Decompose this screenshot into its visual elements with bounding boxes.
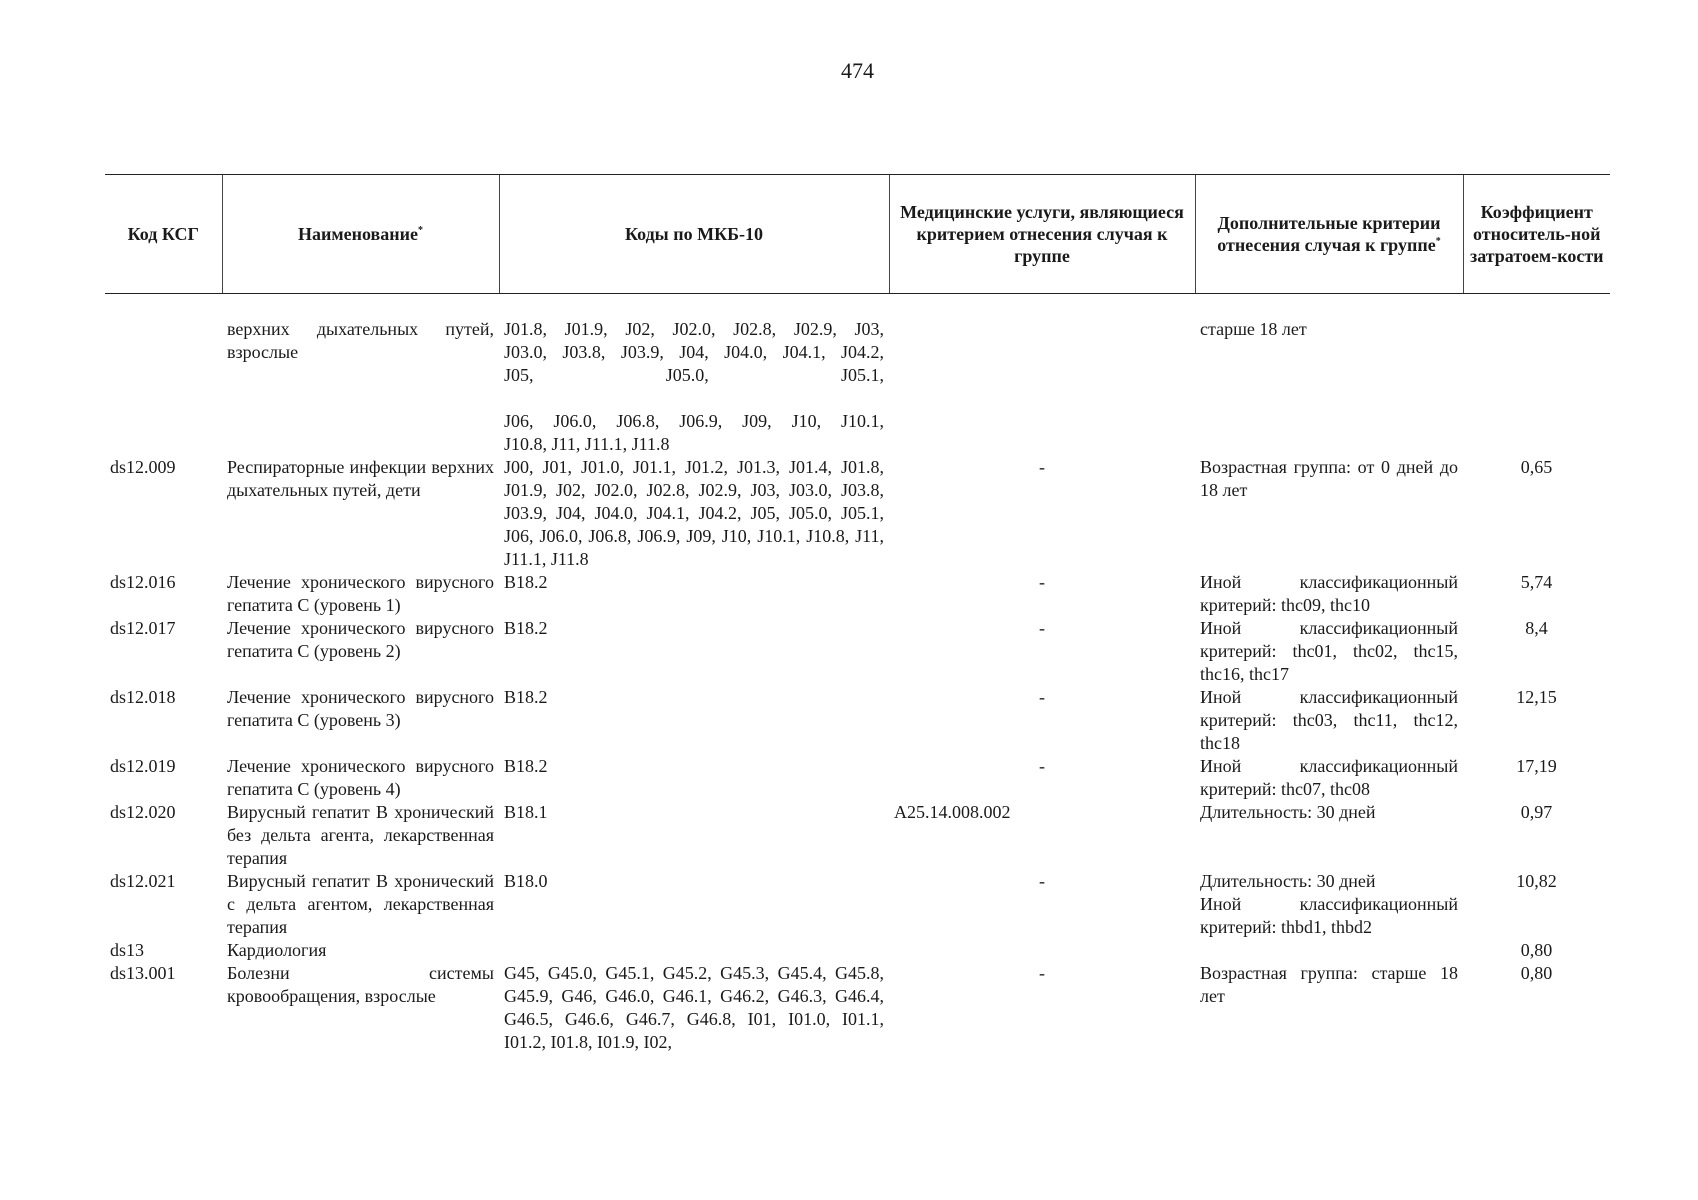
row-services: - bbox=[1039, 963, 1045, 983]
row-icd-codes: B18.1 bbox=[504, 802, 548, 822]
row-icd-codes: B18.2 bbox=[504, 756, 548, 776]
icd-line-blank bbox=[504, 387, 884, 410]
row-coefficient: 8,4 bbox=[1525, 618, 1548, 638]
row-code: ds12.021 bbox=[110, 871, 176, 891]
row-coefficient: 12,15 bbox=[1516, 687, 1557, 707]
table-row bbox=[105, 456, 1610, 571]
row-name: Лечение хронического вирусного гепатита C (уровень 4) bbox=[227, 756, 494, 799]
row-coefficient: 0,80 bbox=[1520, 940, 1553, 960]
row-name: Респираторные инфекции верхних дыхательных путей, дети bbox=[227, 457, 494, 500]
row-code bbox=[105, 294, 222, 457]
row-services: - bbox=[1039, 871, 1045, 891]
table-row bbox=[105, 571, 1610, 617]
row-code: ds13.001 bbox=[110, 963, 176, 983]
row-criteria: Иной классификационный критерий: thc09, thc10 bbox=[1200, 572, 1458, 615]
row-name: Кардиология bbox=[227, 940, 327, 960]
row-services bbox=[889, 939, 1195, 962]
row-criteria bbox=[1195, 939, 1463, 962]
row-services: - bbox=[1039, 457, 1045, 477]
row-services bbox=[889, 294, 1195, 457]
row-services: - bbox=[1039, 618, 1045, 638]
table-row bbox=[105, 617, 1610, 686]
icd-line: J05, J05.0, J05.1, bbox=[504, 365, 884, 385]
row-icd-codes bbox=[499, 294, 889, 457]
row-icd-codes: B18.2 bbox=[504, 687, 548, 707]
row-coefficient: 10,82 bbox=[1516, 871, 1557, 891]
row-criteria: Возрастная группа: старше 18 лет bbox=[1200, 963, 1458, 1006]
row-name: Лечение хронического вирусного гепатита C (уровень 3) bbox=[227, 687, 494, 730]
header-icd-codes: Коды по МКБ-10 bbox=[499, 175, 889, 294]
header-medical-services: Медицинские услуги, являющиеся критерием отнесения случая к группе bbox=[889, 175, 1195, 294]
header-coefficient: Коэффициент относитель-ной затратоем-кости bbox=[1463, 175, 1610, 294]
row-services: - bbox=[1039, 756, 1045, 776]
row-criteria: Возрастная группа: от 0 дней до 18 лет bbox=[1200, 457, 1458, 500]
header-name: Наименование* bbox=[222, 175, 499, 294]
row-name: Болезни системы кровообращения, взрослые bbox=[227, 963, 494, 1006]
row-coefficient: 5,74 bbox=[1520, 572, 1553, 592]
table-row bbox=[105, 755, 1610, 801]
table-row bbox=[105, 294, 1610, 457]
row-code: ds12.016 bbox=[110, 572, 176, 592]
row-criteria: Иной классификационный критерий: thc03, thc11, thc12, thc18 bbox=[1200, 687, 1458, 753]
row-criteria: Иной классификационный критерий: thc07, thc08 bbox=[1200, 756, 1458, 799]
row-code: ds12.019 bbox=[110, 756, 176, 776]
row-name: Лечение хронического вирусного гепатита C (уровень 1) bbox=[227, 572, 494, 615]
ksg-table bbox=[105, 174, 1610, 1054]
header-name-footnote-mark: * bbox=[418, 225, 423, 236]
row-name: Вирусный гепатит B хронический без дельта агента, лекарственная терапия bbox=[227, 802, 494, 868]
table-header bbox=[105, 175, 1610, 294]
row-code: ds12.020 bbox=[110, 802, 176, 822]
header-code: Код КСГ bbox=[105, 175, 222, 294]
table-row bbox=[105, 962, 1610, 1054]
row-icd-codes: B18.2 bbox=[504, 618, 548, 638]
criteria-line: Иной классификационный критерий: thbd1, thbd2 bbox=[1200, 894, 1458, 937]
table-row bbox=[105, 939, 1610, 962]
row-coefficient: 17,19 bbox=[1516, 756, 1557, 776]
row-services: - bbox=[1039, 687, 1045, 707]
row-code: ds12.018 bbox=[110, 687, 176, 707]
row-coefficient: 0,80 bbox=[1520, 963, 1553, 983]
icd-line: J03.0, J03.8, J03.9, J04, J04.0, J04.1, J04.2, bbox=[504, 342, 884, 362]
row-coefficient: 0,65 bbox=[1520, 457, 1553, 477]
row-icd-codes: J00, J01, J01.0, J01.1, J01.2, J01.3, J01.4, J01.8, J01.9, J02, J02.0, J02.8, J02.9, J03, J03.0, J03.8, J03.9, J04, J04.0, J04.1, J04.2, J05, J05.0, J05.1, J06, J06.0, J06.8, J06.9, J09, J10, J10.1, J10.8, J11, J11.1, J11.8 bbox=[504, 457, 884, 569]
icd-line: J10.8, J11, J11.1, J11.8 bbox=[504, 434, 670, 454]
criteria-line: Длительность: 30 дней bbox=[1200, 871, 1376, 891]
table-row bbox=[105, 801, 1610, 870]
row-coefficient: 0,97 bbox=[1520, 802, 1553, 822]
row-name: Лечение хронического вирусного гепатита C (уровень 2) bbox=[227, 618, 494, 661]
header-additional-criteria: Дополнительные критерии отнесения случая к группе* bbox=[1195, 175, 1463, 294]
page-number: 474 bbox=[841, 58, 874, 83]
row-icd-codes bbox=[499, 939, 889, 962]
row-name: верхних дыхательных путей, взрослые bbox=[227, 319, 494, 362]
row-icd-codes: B18.0 bbox=[504, 871, 548, 891]
row-criteria bbox=[1195, 870, 1463, 939]
table-body bbox=[105, 294, 1610, 1055]
row-icd-codes: B18.2 bbox=[504, 572, 548, 592]
row-coefficient bbox=[1463, 294, 1610, 457]
row-code: ds12.017 bbox=[110, 618, 176, 638]
row-criteria: старше 18 лет bbox=[1200, 319, 1307, 339]
row-services: A25.14.008.002 bbox=[894, 802, 1011, 822]
row-code: ds13 bbox=[110, 940, 145, 960]
table-row bbox=[105, 870, 1610, 939]
row-criteria: Иной классификационный критерий: thc01, thc02, thc15, thc16, thc17 bbox=[1200, 618, 1458, 684]
row-code: ds12.009 bbox=[110, 457, 176, 477]
icd-line: J06, J06.0, J06.8, J06.9, J09, J10, J10.1, bbox=[504, 411, 884, 431]
row-icd-codes: G45, G45.0, G45.1, G45.2, G45.3, G45.4, G45.8, G45.9, G46, G46.0, G46.1, G46.2, G46.3, G46.4, G46.5, G46.6, G46.7, G46.8, I01, I01.0, I01.1, I01.2, I01.8, I01.9, I02, bbox=[504, 963, 884, 1052]
header-criteria-footnote-mark: * bbox=[1435, 236, 1441, 247]
row-services: - bbox=[1039, 572, 1045, 592]
row-name: Вирусный гепатит B хронический с дельта агентом, лекарственная терапия bbox=[227, 871, 494, 937]
icd-line: J01.8, J01.9, J02, J02.0, J02.8, J02.9, J03, bbox=[504, 319, 884, 339]
row-criteria: Длительность: 30 дней bbox=[1200, 802, 1376, 822]
table-row bbox=[105, 686, 1610, 755]
